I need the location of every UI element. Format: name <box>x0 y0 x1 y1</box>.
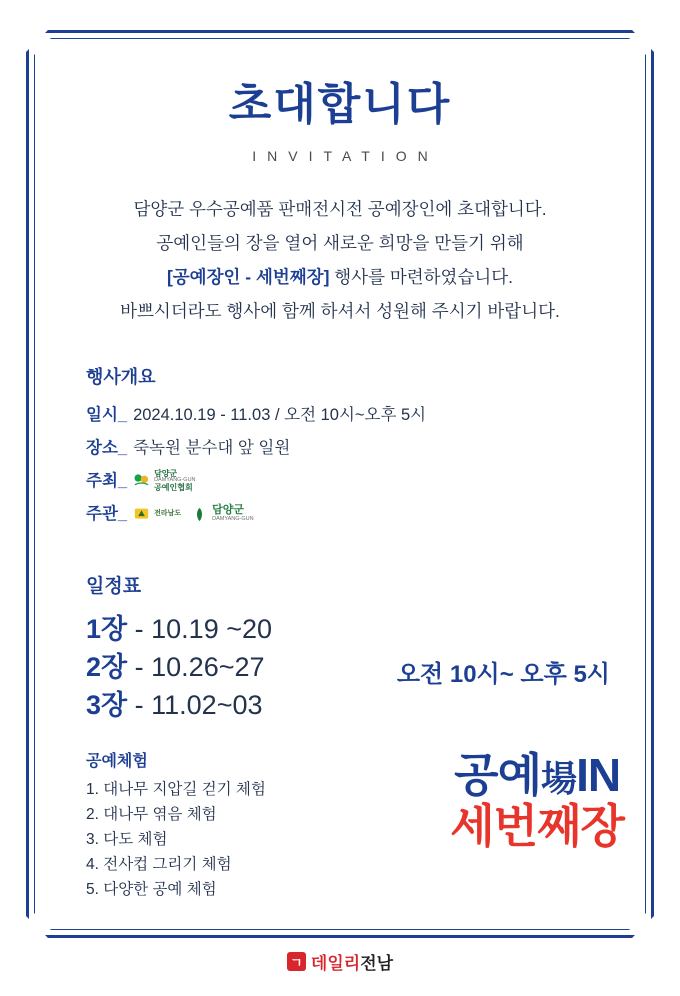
intro-highlight: [공예장인 - 세번째장] <box>166 267 330 288</box>
schedule-row-no: 2장 <box>86 651 128 682</box>
schedule-table <box>86 610 630 732</box>
host-logo-sub: DAMYANG-GUN <box>154 477 196 484</box>
schedule-time: 오전 10시~ 오후 5시 <box>396 660 610 688</box>
organizer-logos <box>133 505 254 522</box>
list-item: 3. 다도 체험 <box>86 830 168 848</box>
list-item: 5. 다양한 공예 체험 <box>86 880 217 898</box>
schedule-row-dates: 11.02~03 <box>151 690 263 721</box>
jeonnam-logo-label: 전라남도 <box>154 510 182 518</box>
intro-line-4: 바쁘시더라도 행사에 함께 하셔서 성원해 주시기 바랍니다. <box>120 301 560 322</box>
jeonnam-logo <box>133 507 181 522</box>
intro-line-3-rest: 행사를 마련하였습니다. <box>329 267 514 288</box>
overview-place-row <box>86 432 630 465</box>
footer-text-dark: 전남 <box>360 954 394 973</box>
schedule-row <box>86 686 630 724</box>
bottom-section <box>86 748 630 918</box>
damyang-logo-label: 담양군 <box>212 504 245 517</box>
brand-line1-left: 공예 <box>454 748 542 801</box>
overview-date-row <box>86 399 630 432</box>
craft-association-logo <box>133 470 195 493</box>
craft-association-emblem-icon <box>133 473 150 488</box>
footer-logo <box>0 949 680 974</box>
schedule-heading: 일정표 <box>86 575 142 597</box>
experience-heading: 공예체험 <box>86 752 148 770</box>
schedule-row-no: 1장 <box>86 613 128 644</box>
event-brand-logo <box>450 750 624 853</box>
daily-jeonnam-mark-icon: ㄱ <box>287 952 306 971</box>
overview-date-label: 일시_ <box>86 405 128 424</box>
schedule-row-dash: - <box>134 613 144 644</box>
list-item: 4. 전사컵 그리기 체험 <box>86 855 232 873</box>
schedule-row-dates: 10.19 ~20 <box>151 613 273 644</box>
brand-line1-right: IN <box>576 748 621 801</box>
damyang-emblem-icon <box>191 507 208 522</box>
schedule-row-no: 3장 <box>86 690 128 721</box>
host-logos <box>133 470 195 493</box>
brand-line1-mid: 場 <box>541 757 577 799</box>
overview-place-label: 장소_ <box>86 438 128 457</box>
schedule-row-dash: - <box>134 651 144 682</box>
schedule-row <box>86 610 630 648</box>
poster-content <box>50 56 630 926</box>
list-item: 2. 대나무 엮음 체험 <box>86 805 217 823</box>
intro-line-1: 담양군 우수공예품 판매전시전 공예장인에 초대합니다. <box>133 199 547 219</box>
brand-line-2: 세번째장 <box>450 800 624 853</box>
overview-heading: 행사개요 <box>86 366 156 387</box>
jeonnam-emblem-icon <box>133 507 150 522</box>
intro-line-2: 공예인들의 장을 열어 새로운 희망을 만들기 위해 <box>156 233 524 254</box>
overview-place-value: 죽녹원 분수대 앞 일원 <box>133 438 291 457</box>
page-subtitle: INVITATION <box>252 148 439 164</box>
overview-host-label: 주최_ <box>86 471 128 490</box>
list-item: 1. 대나무 지압길 걷기 체험 <box>86 780 266 798</box>
footer-text-light: 데일리 <box>310 954 361 973</box>
overview-organizer-row <box>86 498 630 531</box>
intro-line-3 <box>50 260 630 294</box>
overview-list <box>86 399 630 531</box>
intro-paragraph <box>50 192 630 329</box>
host-logo-line2: 공예인협회 <box>154 482 193 492</box>
schedule-row-dates: 10.26~27 <box>151 651 265 682</box>
page-title: 초대합니다 <box>228 80 452 129</box>
schedule-row-dash: - <box>134 690 144 721</box>
host-logo-line1: 담양군 <box>154 468 178 478</box>
damyang-logo <box>191 505 253 522</box>
footer-text <box>311 949 393 974</box>
brand-line-1 <box>450 750 624 802</box>
damyang-logo-sub: DAMYANG-GUN <box>212 515 254 522</box>
overview-host-row <box>86 465 630 498</box>
overview-date-value: 2024.10.19 - 11.03 / 오전 10시~오후 5시 <box>133 405 427 424</box>
overview-organizer-label: 주관_ <box>86 504 128 523</box>
